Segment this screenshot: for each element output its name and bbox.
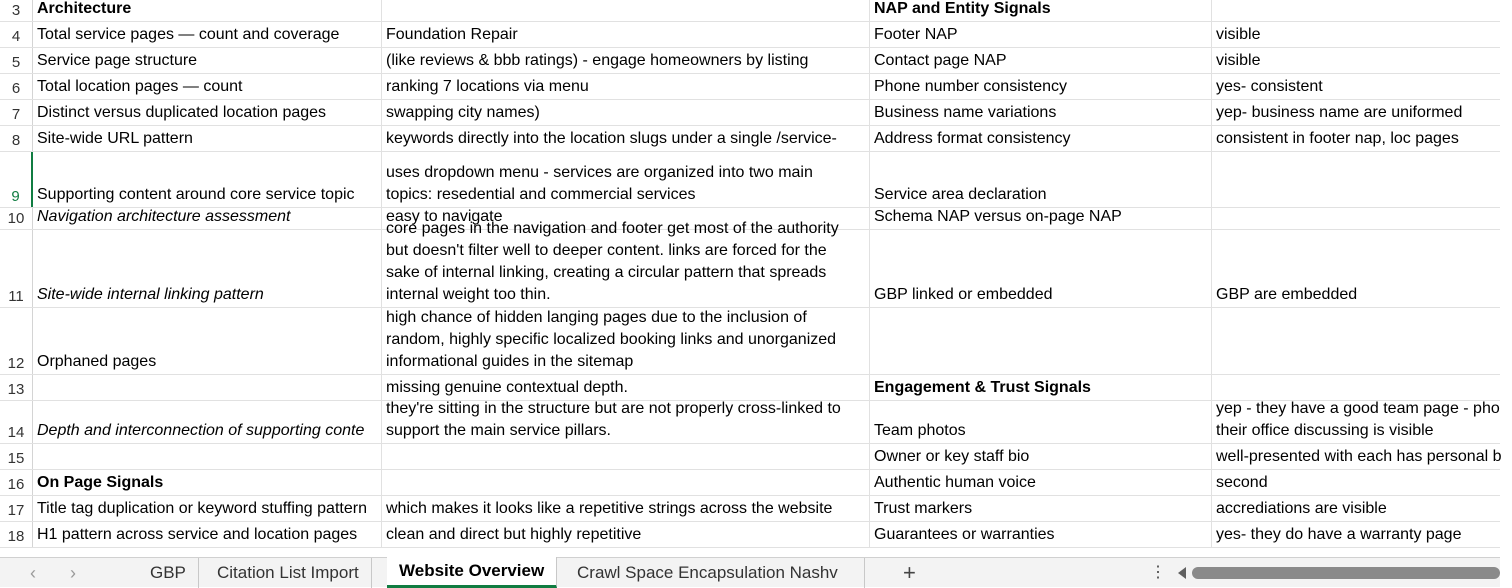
cell[interactable] [382, 470, 870, 495]
row-header[interactable]: 4 [0, 22, 33, 47]
cell[interactable]: uses dropdown menu - services are organized into two main topics: resedential and commercial services [382, 152, 870, 207]
grid-row [0, 496, 1500, 522]
sheet-tab-label: Crawl Space Encapsulation Nashv [577, 563, 838, 582]
grid-row [0, 74, 1500, 100]
grid-row [0, 470, 1500, 496]
cell[interactable]: Architecture [33, 0, 382, 21]
sheet-tab-label: Citation List Import [217, 563, 359, 582]
cell[interactable] [1212, 0, 1512, 21]
cell[interactable]: Address format consistency [870, 126, 1212, 151]
more-options-icon[interactable]: ⋮ [1150, 564, 1166, 581]
cell[interactable]: easy to navigate [382, 208, 870, 229]
cell[interactable]: (like reviews & bbb ratings) - engage homeowners by listing [382, 48, 870, 73]
grid-row [0, 22, 1500, 48]
row-header[interactable]: 18 [0, 522, 33, 547]
cell[interactable]: Business name variations [870, 100, 1212, 125]
cell[interactable]: Total service pages — count and coverage [33, 22, 382, 47]
row-header[interactable]: 6 [0, 74, 33, 99]
sheet-tab-label: Website Overview [399, 561, 545, 580]
cell[interactable] [382, 0, 870, 21]
cell[interactable]: consistent in footer nap, loc pages [1216, 130, 1459, 147]
row-header[interactable]: 10 [0, 208, 33, 229]
cell[interactable]: they're sitting in the structure but are not properly cross-linked to support the main service pillars. [382, 401, 870, 443]
cell[interactable]: Site-wide URL pattern [33, 126, 382, 151]
cell[interactable]: Phone number consistency [870, 74, 1212, 99]
row-header[interactable]: 7 [0, 100, 33, 125]
cell[interactable] [1212, 208, 1512, 229]
row-header[interactable]: 8 [0, 126, 33, 151]
sheet-tab-gbp[interactable] [138, 558, 199, 588]
cell[interactable]: missing genuine contextual depth. [382, 375, 870, 400]
cell[interactable] [1212, 375, 1512, 400]
grid-row [0, 48, 1500, 74]
cell[interactable]: ranking 7 locations via menu [382, 74, 870, 99]
cell[interactable]: second [1216, 474, 1268, 491]
sheet-tab-website-overview[interactable] [387, 557, 557, 588]
grid-row [0, 100, 1500, 126]
cell[interactable]: Contact page NAP [870, 48, 1212, 73]
grid-row [0, 220, 1500, 308]
cell[interactable]: core pages in the navigation and footer get most of the authority but doesn't filter well to deeper content. links are forced for the sake of internal linking, creating a circular pattern that spreads internal weight too thin. [382, 230, 870, 307]
scroll-left-icon[interactable] [1178, 567, 1186, 579]
sheet-tab-citation-list-import[interactable] [205, 558, 372, 588]
cell[interactable]: accrediations are visible [1216, 500, 1387, 517]
row-header[interactable]: 16 [0, 470, 33, 495]
row-header[interactable]: 3 [0, 0, 33, 21]
cell[interactable]: Owner or key staff bio [870, 444, 1212, 469]
cell[interactable]: well-presented with each has personal b [1216, 448, 1502, 465]
cell[interactable]: visible [1216, 26, 1261, 43]
cell[interactable] [1212, 308, 1512, 374]
cell[interactable]: GBP linked or embedded [870, 230, 1212, 307]
grid-row [0, 308, 1500, 375]
grid-row [0, 0, 1500, 22]
cell[interactable]: GBP are embedded [1216, 286, 1358, 303]
cell[interactable]: yes- they do have a warranty page [1216, 526, 1462, 543]
cell[interactable]: Depth and interconnection of supporting conte [33, 401, 382, 443]
cell[interactable]: Schema NAP versus on-page NAP [870, 208, 1212, 229]
cell[interactable]: Supporting content around core service topic [33, 152, 382, 207]
cell[interactable]: visible [1216, 52, 1261, 69]
cell[interactable]: yes- consistent [1216, 78, 1323, 95]
row-header-selected[interactable]: 9 [0, 152, 33, 207]
next-sheet-icon[interactable]: › [70, 563, 76, 583]
cell[interactable]: yep - they have a good team page - pho their office discussing is visible [1216, 400, 1500, 439]
sheet-tab-label: GBP [150, 563, 186, 582]
row-header[interactable]: 5 [0, 48, 33, 73]
cell[interactable]: H1 pattern across service and location pages [33, 522, 382, 547]
cell[interactable]: Service area declaration [870, 152, 1212, 207]
cell[interactable] [33, 375, 382, 400]
cell[interactable]: swapping city names) [382, 100, 870, 125]
sheet-tab-bar [0, 557, 1500, 587]
cell[interactable] [870, 308, 1212, 374]
cell[interactable]: Footer NAP [870, 22, 1212, 47]
cell[interactable]: On Page Signals [33, 470, 382, 495]
add-sheet-icon[interactable]: + [903, 560, 916, 585]
cell[interactable]: Service page structure [33, 48, 382, 73]
row-header[interactable]: 13 [0, 375, 33, 400]
cell[interactable]: NAP and Entity Signals [870, 0, 1212, 21]
cell[interactable]: clean and direct but highly repetitive [382, 522, 870, 547]
scrollbar-thumb[interactable] [1192, 567, 1500, 579]
grid-row [0, 126, 1500, 152]
cell[interactable]: which makes it looks like a repetitive strings across the website [382, 496, 870, 521]
row-header[interactable]: 14 [0, 401, 33, 443]
row-header[interactable]: 12 [0, 308, 33, 374]
cell[interactable]: Distinct versus duplicated location pages [33, 100, 382, 125]
cell[interactable]: yep- business name are uniformed [1216, 104, 1463, 121]
cell[interactable]: Authentic human voice [870, 470, 1212, 495]
cell[interactable]: keywords directly into the location slugs under a single /service- [382, 126, 870, 151]
cell[interactable]: high chance of hidden langing pages due to the inclusion of random, highly specific localized booking links and unorganized informational guides in the sitemap [382, 308, 870, 374]
row-header[interactable]: 15 [0, 444, 33, 469]
cell[interactable]: Engagement & Trust Signals [870, 375, 1212, 400]
cell[interactable]: Foundation Repair [382, 22, 870, 47]
cell[interactable]: Guarantees or warranties [870, 522, 1212, 547]
cell[interactable] [1212, 152, 1512, 207]
row-header[interactable]: 17 [0, 496, 33, 521]
cell[interactable]: Total location pages — count [33, 74, 382, 99]
sheet-tab-crawl-space[interactable] [565, 558, 865, 588]
prev-sheet-icon[interactable]: ‹ [30, 563, 36, 583]
cell[interactable]: Title tag duplication or keyword stuffing pattern [33, 496, 382, 521]
cell[interactable]: Navigation architecture assessment [33, 208, 382, 229]
cell[interactable]: Trust markers [870, 496, 1212, 521]
grid-row [0, 444, 1500, 470]
row-header[interactable]: 11 [0, 230, 33, 307]
grid-row [0, 522, 1500, 548]
cell[interactable] [382, 444, 870, 469]
cell[interactable]: Orphaned pages [33, 308, 382, 374]
grid-row [0, 401, 1500, 444]
cell[interactable] [33, 444, 382, 469]
cell[interactable]: Site-wide internal linking pattern [33, 230, 382, 307]
grid-row [0, 152, 1500, 208]
cell[interactable]: Team photos [870, 401, 1212, 443]
